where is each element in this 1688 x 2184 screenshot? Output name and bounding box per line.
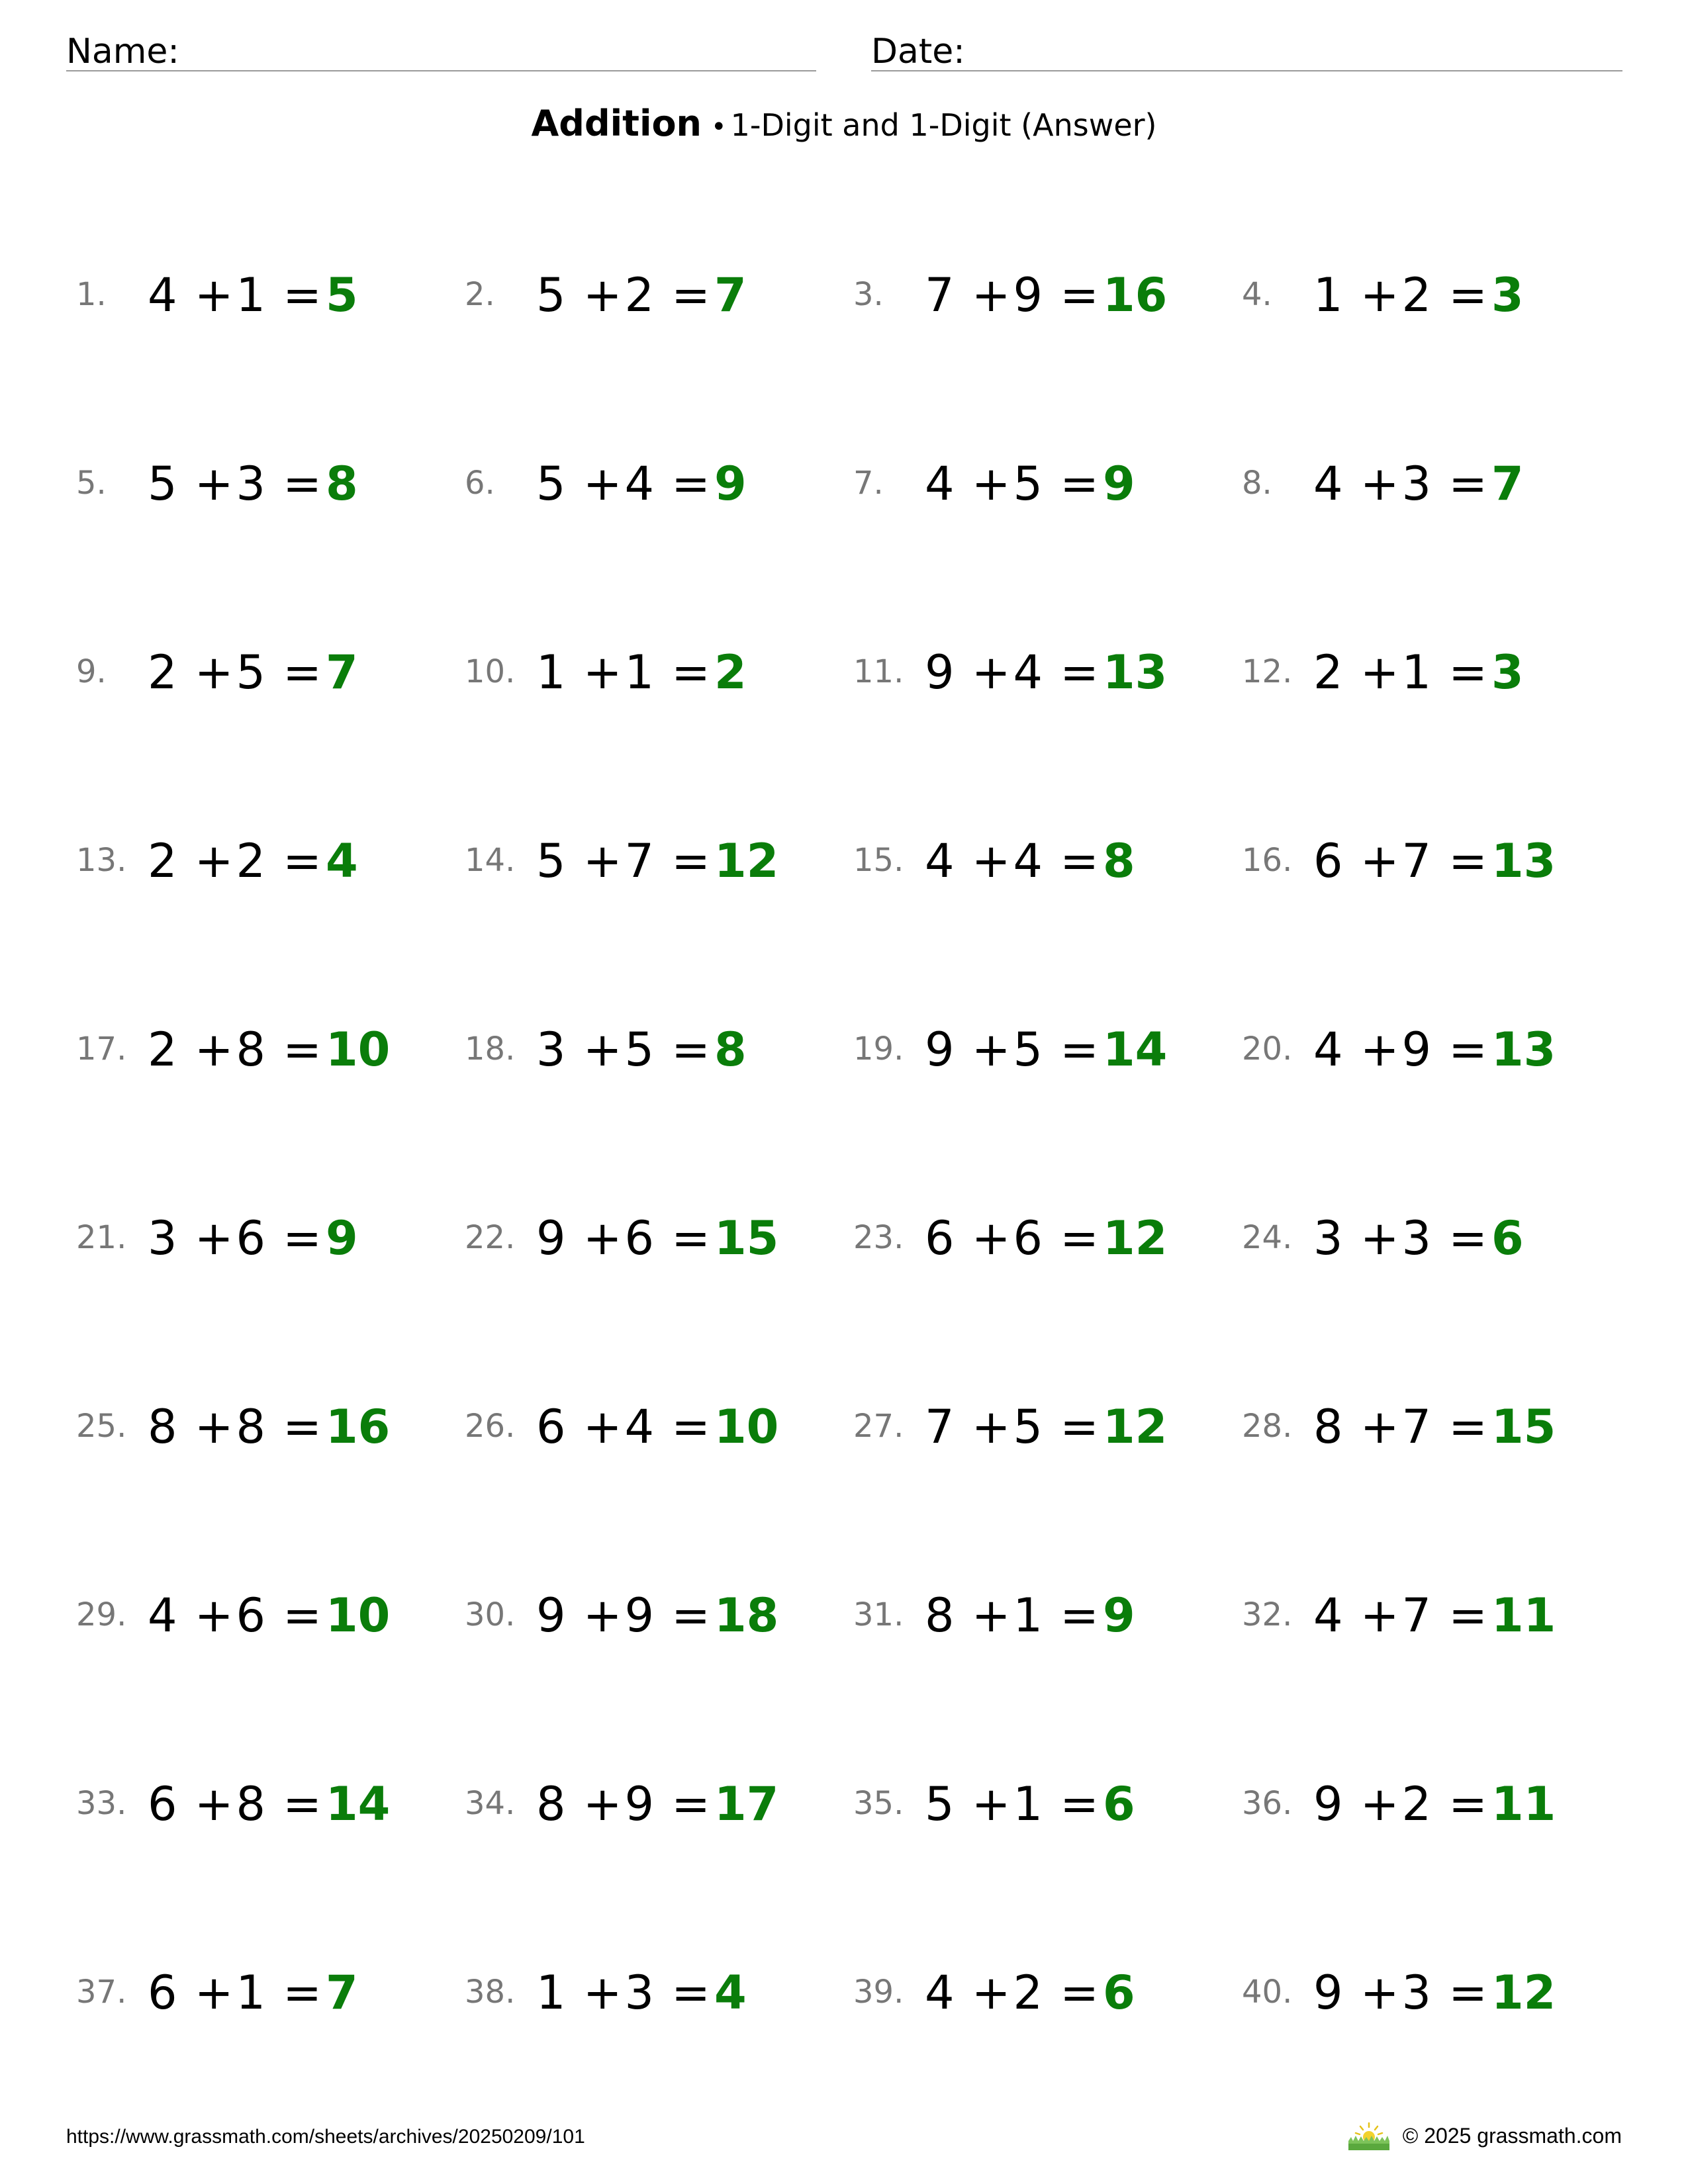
problem-equation bbox=[1313, 1966, 1556, 2020]
addend-b: 3 bbox=[624, 1966, 655, 2020]
problem-number: 34. bbox=[465, 1785, 516, 1822]
addend-b: 7 bbox=[1401, 1588, 1432, 1643]
problem-equation bbox=[1313, 268, 1524, 322]
plus-sign: + bbox=[583, 457, 622, 511]
plus-sign: + bbox=[1360, 645, 1399, 700]
addend-a: 9 bbox=[1313, 1966, 1343, 2020]
problem-number: 22. bbox=[465, 1219, 516, 1256]
addend-b: 1 bbox=[1013, 1777, 1043, 1831]
problem-number: 28. bbox=[1242, 1408, 1293, 1445]
addend-b: 5 bbox=[1013, 1023, 1043, 1077]
answer: 11 bbox=[1491, 1588, 1556, 1643]
problem-equation bbox=[1313, 457, 1524, 511]
plus-sign: + bbox=[583, 1588, 622, 1643]
plus-sign: + bbox=[971, 457, 1011, 511]
answer: 10 bbox=[714, 1400, 779, 1454]
addend-a: 6 bbox=[925, 1211, 955, 1265]
addend-b: 1 bbox=[236, 268, 266, 322]
addend-a: 2 bbox=[1313, 645, 1343, 700]
plus-sign: + bbox=[583, 834, 622, 888]
problem-equation bbox=[925, 1777, 1135, 1831]
addend-b: 9 bbox=[1013, 268, 1043, 322]
equals-sign: = bbox=[1448, 1588, 1487, 1643]
equals-sign: = bbox=[1448, 1777, 1487, 1831]
equals-sign: = bbox=[1060, 268, 1099, 322]
equals-sign: = bbox=[283, 1400, 322, 1454]
answer: 8 bbox=[325, 457, 358, 511]
addend-a: 8 bbox=[148, 1400, 177, 1454]
addend-b: 1 bbox=[236, 1966, 266, 2020]
addend-b: 3 bbox=[1401, 1966, 1432, 2020]
addend-b: 5 bbox=[1013, 457, 1043, 511]
problem-number: 29. bbox=[76, 1596, 127, 1633]
addend-a: 2 bbox=[148, 1023, 177, 1077]
problem-number: 25. bbox=[76, 1408, 127, 1445]
answer: 8 bbox=[714, 1023, 747, 1077]
equals-sign: = bbox=[1448, 645, 1487, 700]
footer-url: https://www.grassmath.com/sheets/archives/20250209/101 bbox=[66, 2126, 585, 2148]
addend-a: 9 bbox=[536, 1211, 566, 1265]
problem-number: 18. bbox=[465, 1030, 516, 1068]
answer: 15 bbox=[1491, 1400, 1556, 1454]
plus-sign: + bbox=[1360, 268, 1399, 322]
problem-equation bbox=[1313, 834, 1556, 888]
equals-sign: = bbox=[283, 645, 322, 700]
problem-equation bbox=[148, 1966, 358, 2020]
problem-equation bbox=[1313, 1588, 1556, 1643]
problem-number: 37. bbox=[76, 1974, 127, 2011]
equals-sign: = bbox=[1060, 834, 1099, 888]
addend-a: 6 bbox=[148, 1777, 177, 1831]
equals-sign: = bbox=[671, 1023, 710, 1077]
problem-equation bbox=[148, 268, 358, 322]
plus-sign: + bbox=[583, 268, 622, 322]
problem-equation bbox=[148, 1777, 390, 1831]
problem-equation bbox=[925, 457, 1135, 511]
answer: 7 bbox=[714, 268, 747, 322]
answer: 4 bbox=[714, 1966, 747, 2020]
problem-equation bbox=[536, 268, 747, 322]
plus-sign: + bbox=[194, 268, 234, 322]
problem-number: 21. bbox=[76, 1219, 127, 1256]
problem-equation bbox=[536, 1400, 778, 1454]
problem-number: 38. bbox=[465, 1974, 516, 2011]
addend-b: 9 bbox=[624, 1777, 655, 1831]
addend-b: 4 bbox=[624, 457, 655, 511]
addend-b: 3 bbox=[1401, 1211, 1432, 1265]
addend-b: 5 bbox=[624, 1023, 655, 1077]
equals-sign: = bbox=[283, 1777, 322, 1831]
addend-a: 5 bbox=[925, 1777, 955, 1831]
problem-number: 27. bbox=[853, 1408, 904, 1445]
addend-a: 8 bbox=[1313, 1400, 1343, 1454]
answer: 5 bbox=[325, 268, 358, 322]
problem-number: 32. bbox=[1242, 1596, 1293, 1633]
addend-a: 9 bbox=[925, 645, 955, 700]
answer: 17 bbox=[714, 1777, 779, 1831]
plus-sign: + bbox=[194, 1588, 234, 1643]
equals-sign: = bbox=[283, 1023, 322, 1077]
problem-equation bbox=[925, 1211, 1167, 1265]
answer: 9 bbox=[1102, 1588, 1135, 1643]
equals-sign: = bbox=[1060, 1966, 1099, 2020]
equals-sign: = bbox=[671, 645, 710, 700]
addend-b: 9 bbox=[624, 1588, 655, 1643]
plus-sign: + bbox=[1360, 1211, 1399, 1265]
problem-number: 12. bbox=[1242, 653, 1293, 690]
problem-equation bbox=[1313, 1211, 1524, 1265]
answer: 9 bbox=[1102, 457, 1135, 511]
problem-number: 36. bbox=[1242, 1785, 1293, 1822]
plus-sign: + bbox=[1360, 834, 1399, 888]
problem-number: 17. bbox=[76, 1030, 127, 1068]
addend-b: 6 bbox=[1013, 1211, 1043, 1265]
addend-a: 5 bbox=[536, 457, 566, 511]
addend-b: 7 bbox=[1401, 834, 1432, 888]
equals-sign: = bbox=[1448, 1023, 1487, 1077]
addend-b: 1 bbox=[1013, 1588, 1043, 1643]
plus-sign: + bbox=[583, 645, 622, 700]
equals-sign: = bbox=[1448, 268, 1487, 322]
equals-sign: = bbox=[1448, 1211, 1487, 1265]
answer: 3 bbox=[1491, 268, 1524, 322]
problem-equation bbox=[148, 645, 358, 700]
addend-a: 9 bbox=[1313, 1777, 1343, 1831]
plus-sign: + bbox=[194, 645, 234, 700]
addend-b: 2 bbox=[1401, 1777, 1432, 1831]
addend-b: 4 bbox=[1013, 834, 1043, 888]
equals-sign: = bbox=[1060, 1023, 1099, 1077]
problem-equation bbox=[148, 1400, 390, 1454]
addend-a: 6 bbox=[148, 1966, 177, 2020]
answer: 16 bbox=[325, 1400, 391, 1454]
answer: 9 bbox=[325, 1211, 358, 1265]
problem-number: 10. bbox=[465, 653, 516, 690]
plus-sign: + bbox=[194, 1400, 234, 1454]
name-label: Name: bbox=[66, 32, 179, 71]
problem-number: 39. bbox=[853, 1974, 904, 2011]
answer: 12 bbox=[1102, 1211, 1168, 1265]
problem-equation bbox=[148, 834, 358, 888]
plus-sign: + bbox=[194, 1211, 234, 1265]
problem-number: 2. bbox=[465, 276, 495, 313]
equals-sign: = bbox=[283, 268, 322, 322]
problem-equation bbox=[1313, 645, 1524, 700]
copyright-text: © 2025 grassmath.com bbox=[1402, 2123, 1622, 2148]
plus-sign: + bbox=[583, 1777, 622, 1831]
problem-equation bbox=[536, 645, 747, 700]
problem-equation bbox=[536, 834, 778, 888]
equals-sign: = bbox=[1060, 1211, 1099, 1265]
addend-b: 8 bbox=[236, 1023, 266, 1077]
addend-b: 7 bbox=[1401, 1400, 1432, 1454]
equals-sign: = bbox=[1060, 1588, 1099, 1643]
plus-sign: + bbox=[583, 1400, 622, 1454]
answer: 14 bbox=[325, 1777, 391, 1831]
plus-sign: + bbox=[1360, 1966, 1399, 2020]
plus-sign: + bbox=[1360, 1400, 1399, 1454]
answer: 4 bbox=[325, 834, 358, 888]
addend-a: 8 bbox=[536, 1777, 566, 1831]
problem-equation bbox=[148, 1023, 390, 1077]
plus-sign: + bbox=[971, 1588, 1011, 1643]
answer: 12 bbox=[714, 834, 779, 888]
answer: 12 bbox=[1102, 1400, 1168, 1454]
answer: 7 bbox=[1491, 457, 1524, 511]
addend-a: 9 bbox=[925, 1023, 955, 1077]
problem-equation bbox=[536, 457, 747, 511]
addend-b: 9 bbox=[1401, 1023, 1432, 1077]
problem-equation bbox=[536, 1023, 747, 1077]
plus-sign: + bbox=[583, 1023, 622, 1077]
problem-number: 1. bbox=[76, 276, 107, 313]
addend-a: 4 bbox=[1313, 457, 1343, 511]
equals-sign: = bbox=[671, 1588, 710, 1643]
addend-b: 2 bbox=[1401, 268, 1432, 322]
addend-a: 6 bbox=[1313, 834, 1343, 888]
equals-sign: = bbox=[1448, 1966, 1487, 2020]
addend-b: 2 bbox=[1013, 1966, 1043, 2020]
plus-sign: + bbox=[971, 1023, 1011, 1077]
equals-sign: = bbox=[1448, 834, 1487, 888]
problem-equation bbox=[925, 1588, 1135, 1643]
problem-equation bbox=[1313, 1777, 1556, 1831]
answer: 16 bbox=[1102, 268, 1168, 322]
answer: 6 bbox=[1102, 1777, 1135, 1831]
answer: 15 bbox=[714, 1211, 779, 1265]
problem-equation bbox=[925, 1966, 1135, 2020]
problem-number: 13. bbox=[76, 842, 127, 879]
problem-equation bbox=[148, 457, 358, 511]
addend-a: 4 bbox=[1313, 1023, 1343, 1077]
addend-a: 1 bbox=[536, 1966, 566, 2020]
equals-sign: = bbox=[671, 457, 710, 511]
answer: 13 bbox=[1491, 834, 1556, 888]
plus-sign: + bbox=[971, 1966, 1011, 2020]
addend-b: 2 bbox=[624, 268, 655, 322]
equals-sign: = bbox=[1060, 457, 1099, 511]
addend-b: 8 bbox=[236, 1777, 266, 1831]
problem-number: 26. bbox=[465, 1408, 516, 1445]
equals-sign: = bbox=[1448, 457, 1487, 511]
addend-a: 1 bbox=[1313, 268, 1343, 322]
problem-equation bbox=[1313, 1400, 1556, 1454]
equals-sign: = bbox=[283, 457, 322, 511]
answer: 9 bbox=[714, 457, 747, 511]
equals-sign: = bbox=[1060, 645, 1099, 700]
addend-a: 9 bbox=[536, 1588, 566, 1643]
addend-a: 2 bbox=[148, 834, 177, 888]
plus-sign: + bbox=[194, 834, 234, 888]
addend-b: 6 bbox=[236, 1211, 266, 1265]
problem-equation bbox=[536, 1966, 747, 2020]
problem-equation bbox=[925, 645, 1167, 700]
equals-sign: = bbox=[671, 1777, 710, 1831]
plus-sign: + bbox=[971, 1777, 1011, 1831]
problem-number: 11. bbox=[853, 653, 904, 690]
plus-sign: + bbox=[971, 834, 1011, 888]
plus-sign: + bbox=[194, 1966, 234, 2020]
addend-a: 8 bbox=[925, 1588, 955, 1643]
problem-equation bbox=[925, 268, 1167, 322]
problem-number: 3. bbox=[853, 276, 884, 313]
addend-a: 7 bbox=[925, 1400, 955, 1454]
addend-a: 4 bbox=[925, 1966, 955, 2020]
problem-equation bbox=[536, 1777, 778, 1831]
plus-sign: + bbox=[583, 1211, 622, 1265]
plus-sign: + bbox=[194, 457, 234, 511]
problem-equation bbox=[148, 1588, 390, 1643]
addend-b: 5 bbox=[236, 645, 266, 700]
addend-b: 4 bbox=[624, 1400, 655, 1454]
addend-b: 3 bbox=[1401, 457, 1432, 511]
addend-a: 2 bbox=[148, 645, 177, 700]
problem-number: 16. bbox=[1242, 842, 1293, 879]
problem-number: 15. bbox=[853, 842, 904, 879]
answer: 6 bbox=[1491, 1211, 1524, 1265]
date-label: Date: bbox=[871, 32, 965, 71]
addend-a: 6 bbox=[536, 1400, 566, 1454]
answer: 7 bbox=[325, 1966, 358, 2020]
equals-sign: = bbox=[283, 1211, 322, 1265]
addend-a: 4 bbox=[925, 457, 955, 511]
problem-equation bbox=[925, 1023, 1167, 1077]
problem-number: 9. bbox=[76, 653, 107, 690]
problem-equation bbox=[536, 1588, 778, 1643]
answer: 2 bbox=[714, 645, 747, 700]
addend-b: 6 bbox=[624, 1211, 655, 1265]
answer: 8 bbox=[1102, 834, 1135, 888]
addend-a: 7 bbox=[925, 268, 955, 322]
problem-number: 20. bbox=[1242, 1030, 1293, 1068]
addend-a: 5 bbox=[536, 834, 566, 888]
grass-sun-icon bbox=[1347, 2121, 1391, 2150]
problem-equation bbox=[148, 1211, 358, 1265]
addend-b: 3 bbox=[236, 457, 266, 511]
answer: 11 bbox=[1491, 1777, 1556, 1831]
answer: 13 bbox=[1491, 1023, 1556, 1077]
problem-equation bbox=[1313, 1023, 1556, 1077]
equals-sign: = bbox=[671, 268, 710, 322]
problem-number: 7. bbox=[853, 465, 884, 502]
title-main: Addition bbox=[531, 103, 702, 144]
addend-b: 6 bbox=[236, 1588, 266, 1643]
addend-a: 1 bbox=[536, 645, 566, 700]
plus-sign: + bbox=[971, 1211, 1011, 1265]
equals-sign: = bbox=[283, 1588, 322, 1643]
plus-sign: + bbox=[1360, 1777, 1399, 1831]
problem-equation bbox=[536, 1211, 778, 1265]
addend-a: 4 bbox=[1313, 1588, 1343, 1643]
problem-number: 14. bbox=[465, 842, 516, 879]
plus-sign: + bbox=[194, 1777, 234, 1831]
addend-a: 3 bbox=[1313, 1211, 1343, 1265]
problem-number: 4. bbox=[1242, 276, 1272, 313]
plus-sign: + bbox=[971, 268, 1011, 322]
plus-sign: + bbox=[971, 645, 1011, 700]
addend-b: 5 bbox=[1013, 1400, 1043, 1454]
plus-sign: + bbox=[1360, 457, 1399, 511]
plus-sign: + bbox=[1360, 1588, 1399, 1643]
answer: 13 bbox=[1102, 645, 1168, 700]
footer-brand bbox=[1347, 2121, 1622, 2150]
addend-b: 2 bbox=[236, 834, 266, 888]
addend-a: 3 bbox=[536, 1023, 566, 1077]
plus-sign: + bbox=[194, 1023, 234, 1077]
answer: 12 bbox=[1491, 1966, 1556, 2020]
problem-equation bbox=[925, 834, 1135, 888]
addend-a: 5 bbox=[148, 457, 177, 511]
equals-sign: = bbox=[283, 1966, 322, 2020]
equals-sign: = bbox=[1448, 1400, 1487, 1454]
addend-a: 4 bbox=[925, 834, 955, 888]
problem-number: 33. bbox=[76, 1785, 127, 1822]
problem-number: 5. bbox=[76, 465, 107, 502]
addend-b: 1 bbox=[1401, 645, 1432, 700]
addend-a: 3 bbox=[148, 1211, 177, 1265]
answer: 10 bbox=[325, 1023, 391, 1077]
problem-number: 19. bbox=[853, 1030, 904, 1068]
problem-number: 8. bbox=[1242, 465, 1272, 502]
equals-sign: = bbox=[671, 1966, 710, 2020]
answer: 7 bbox=[325, 645, 358, 700]
equals-sign: = bbox=[1060, 1777, 1099, 1831]
answer: 18 bbox=[714, 1588, 779, 1643]
equals-sign: = bbox=[283, 834, 322, 888]
problem-number: 24. bbox=[1242, 1219, 1293, 1256]
problem-number: 35. bbox=[853, 1785, 904, 1822]
title-subtitle: 1-Digit and 1-Digit (Answer) bbox=[730, 107, 1157, 143]
addend-b: 1 bbox=[624, 645, 655, 700]
answer: 10 bbox=[325, 1588, 391, 1643]
problem-number: 6. bbox=[465, 465, 495, 502]
equals-sign: = bbox=[671, 1400, 710, 1454]
equals-sign: = bbox=[671, 834, 710, 888]
answer: 3 bbox=[1491, 645, 1524, 700]
problem-number: 23. bbox=[853, 1219, 904, 1256]
addend-b: 8 bbox=[236, 1400, 266, 1454]
title-bullet: • bbox=[711, 112, 727, 142]
problem-number: 30. bbox=[465, 1596, 516, 1633]
answer: 6 bbox=[1102, 1966, 1135, 2020]
problem-equation bbox=[925, 1400, 1167, 1454]
addend-b: 4 bbox=[1013, 645, 1043, 700]
answer: 14 bbox=[1102, 1023, 1168, 1077]
problem-number: 40. bbox=[1242, 1974, 1293, 2011]
equals-sign: = bbox=[1060, 1400, 1099, 1454]
addend-a: 4 bbox=[148, 268, 177, 322]
addend-a: 4 bbox=[148, 1588, 177, 1643]
equals-sign: = bbox=[671, 1211, 710, 1265]
plus-sign: + bbox=[583, 1966, 622, 2020]
addend-a: 5 bbox=[536, 268, 566, 322]
plus-sign: + bbox=[1360, 1023, 1399, 1077]
problem-number: 31. bbox=[853, 1596, 904, 1633]
addend-b: 7 bbox=[624, 834, 655, 888]
plus-sign: + bbox=[971, 1400, 1011, 1454]
